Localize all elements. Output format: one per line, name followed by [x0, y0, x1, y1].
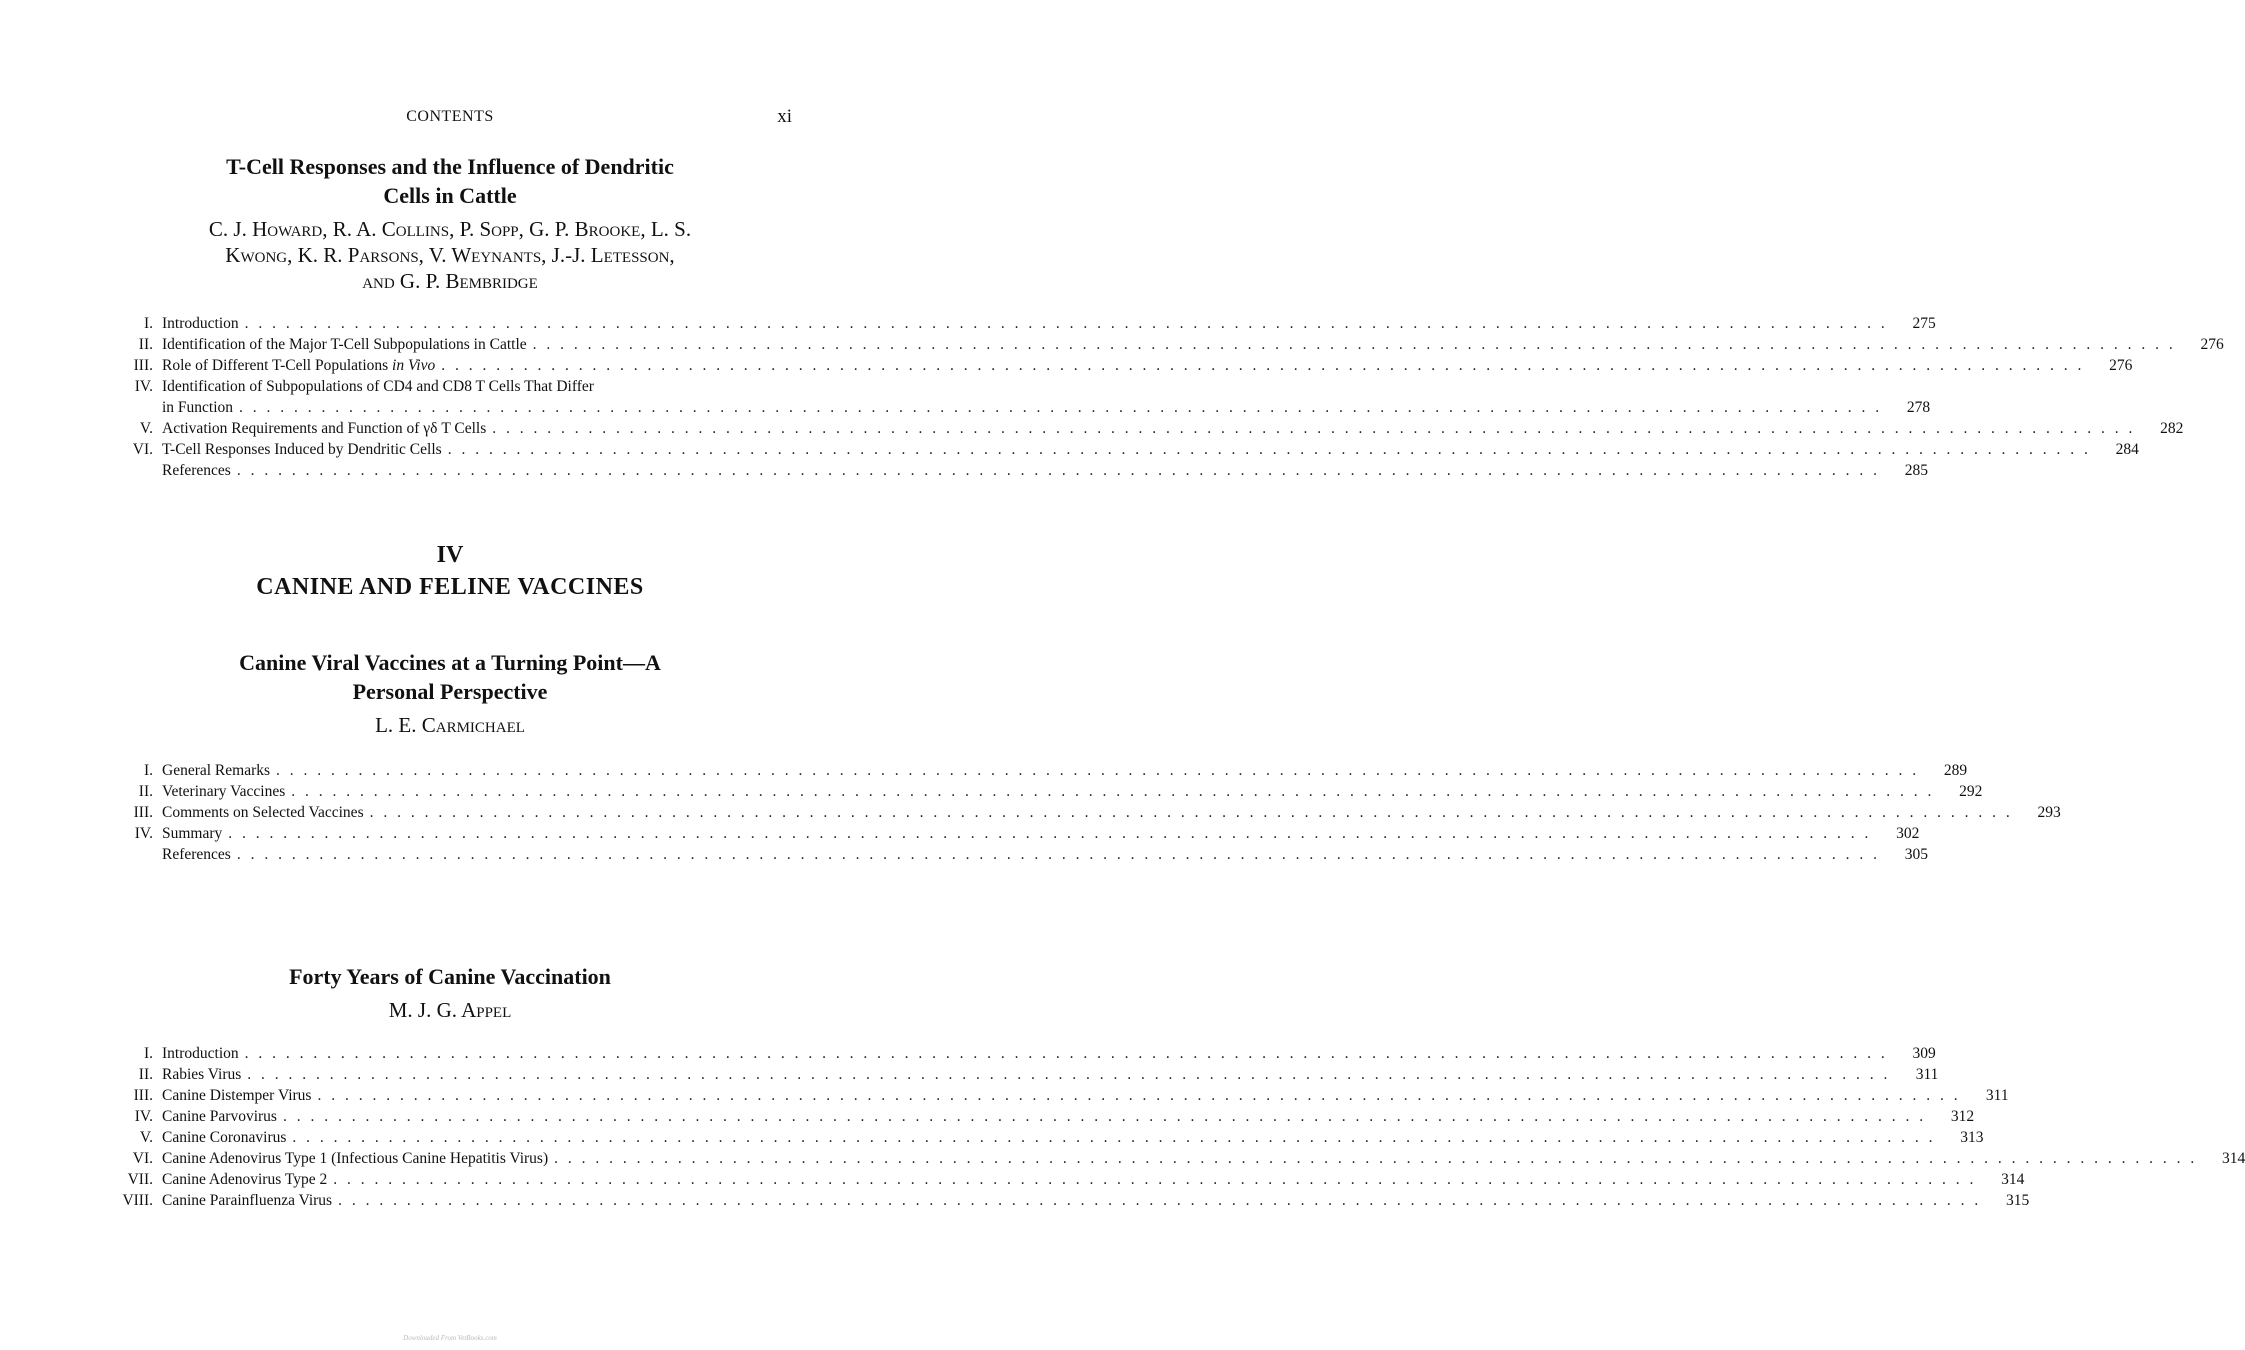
dot-leader: . . . . . . . . . . . . . . . . . . . . . . . . . . . . . . . . . . . . . . . . . . . . . . . . . . . . . . . . . . . . . . . . . . . . . . . . . . . . . . . . . . . . . . . . . . . . . . . . . . . . . . . . . . . . . . . . . . . . . . . . [447, 441, 2091, 458]
dot-leader: . . . . . . . . . . . . . . . . . . . . . . . . . . . . . . . . . . . . . . . . . . . . . . . . . . . . . . . . . . . . . . . . . . . . . . . . . . . . . . . . . . . . . . . . . . . . . . . . . . . . . . . . . . . . . . . . . . . . . . . . [333, 1171, 1977, 1188]
dot-leader: . . . . . . . . . . . . . . . . . . . . . . . . . . . . . . . . . . . . . . . . . . . . . . . . . . . . . . . . . . . . . . . . . . . . . . . . . . . . . . . . . . . . . . . . . . . . . . . . . . . . . . . . . . . . . . . . . . . . . . . . [244, 315, 1888, 332]
toc-entry-title: Canine Coronavirus [162, 1129, 287, 1146]
chapter-heading-2 [0, 648, 900, 738]
toc-entry-page: 285 [1904, 462, 1928, 479]
dot-leader: . . . . . . . . . . . . . . . . . . . . . . . . . . . . . . . . . . . . . . . . . . . . . . . . . . . . . . . . . . . . . . . . . . . . . . . . . . . . . . . . . . . . . . . . . . . . . . . . . . . . . . . . . . . . . . . . . . . . . . . . [247, 1066, 1891, 1083]
toc-entry-title: Introduction [162, 1045, 239, 1062]
toc-entry [108, 439, 2139, 460]
toc-entry [108, 418, 2184, 439]
dot-leader: . . . . . . . . . . . . . . . . . . . . . . . . . . . . . . . . . . . . . . . . . . . . . . . . . . . . . . . . . . . . . . . . . . . . . . . . . . . . . . . . . . . . . . . . . . . . . . . . . . . . . . . . . . . . . . . . . . . . . . . . [244, 1045, 1888, 1062]
toc-entry-number: VI. [132, 1150, 153, 1167]
chapter-authors: C. J. Howard, R. A. Collins, P. Sopp, G. P. Brooke, L. S. Kwong, K. R. Parsons, V. Weynants, J.-J. Letesson, and G. P. Bembridge [208, 217, 692, 293]
toc-entry-page: 276 [2200, 336, 2224, 353]
toc-entry-number: III. [133, 357, 153, 374]
dot-leader: . . . . . . . . . . . . . . . . . . . . . . . . . . . . . . . . . . . . . . . . . . . . . . . . . . . . . . . . . . . . . . . . . . . . . . . . . . . . . . . . . . . . . . . . . . . . . . . . . . . . . . . . . . . . . . . . . . . . . . . . [291, 783, 1935, 800]
toc-entry-number: VI. [132, 441, 153, 458]
toc-entry-page: 305 [1904, 846, 1928, 863]
toc-entry-number: II. [138, 1066, 153, 1083]
toc-entry [108, 334, 2224, 355]
toc-entry-page: 276 [2109, 357, 2133, 374]
toc-entry-title: Canine Adenovirus Type 1 (Infectious Canine Hepatitis Virus) [162, 1150, 549, 1167]
dot-leader: . . . . . . . . . . . . . . . . . . . . . . . . . . . . . . . . . . . . . . . . . . . . . . . . . . . . . . . . . . . . . . . . . . . . . . . . . . . . . . . . . . . . . . . . . . . . . . . . . . . . . . . . . . . . . . . . . . . . . . . . [317, 1087, 1961, 1104]
dot-leader: . . . . . . . . . . . . . . . . . . . . . . . . . . . . . . . . . . . . . . . . . . . . . . . . . . . . . . . . . . . . . . . . . . . . . . . . . . . . . . . . . . . . . . . . . . . . . . . . . . . . . . . . . . . . . . . . . . . . . . . . [236, 462, 1880, 479]
chapter-heading-3 [0, 962, 900, 1023]
toc-entry [108, 313, 1936, 334]
toc-entry-page: 289 [1943, 762, 1968, 779]
toc-entry-number: I. [143, 1045, 153, 1062]
toc-entry-title: Identification of Subpopulations of CD4 and CD8 T Cells That Differ [162, 378, 594, 395]
toc-entry-number: IV. [134, 825, 153, 842]
toc-entry [108, 844, 1928, 865]
toc-entry [108, 1085, 2009, 1106]
toc-entry-title: in Function [162, 399, 234, 416]
chapter-authors: M. J. G. Appel [388, 998, 512, 1022]
toc-entry-page: 293 [2037, 804, 2061, 821]
toc-entry-number: II. [138, 336, 153, 353]
toc-entry [108, 355, 2133, 376]
toc-entry-number: I. [143, 315, 153, 332]
toc-entry [108, 802, 2061, 823]
italic-term: in Vivo [392, 357, 436, 374]
toc-entry-number: VII. [127, 1171, 153, 1188]
toc-entry-number: IV. [134, 1108, 153, 1125]
toc-entry [108, 1127, 1984, 1148]
toc-entry-page: 282 [2160, 420, 2184, 437]
toc-entry-page: 315 [2005, 1192, 2030, 1209]
chapter-title: T-Cell Responses and the Influence of Dendritic Cells in Cattle [226, 154, 674, 208]
toc-entry-number: VIII. [122, 1192, 153, 1209]
toc-entry-page: 312 [1950, 1108, 1975, 1125]
page-number: xi [777, 106, 792, 127]
toc-entry [108, 760, 1968, 781]
toc-entry-page: 311 [1985, 1087, 2009, 1104]
toc-list-2 [108, 760, 2061, 865]
toc-entry-title: Rabies Virus [162, 1066, 242, 1083]
toc-entry-title: Activation Requirements and Function of γδ T Cells [162, 420, 487, 437]
toc-entry-page: 311 [1915, 1066, 1939, 1083]
watermark: Downloaded From VetBooks.com [403, 1334, 497, 1342]
part-heading [0, 540, 900, 604]
dot-leader: . . . . . . . . . . . . . . . . . . . . . . . . . . . . . . . . . . . . . . . . . . . . . . . . . . . . . . . . . . . . . . . . . . . . . . . . . . . . . . . . . . . . . . . . . . . . . . . . . . . . . . . . . . . . . . . . . . . . . . . . [338, 1192, 1982, 1209]
toc-entry-title: Veterinary Vaccines [162, 783, 286, 800]
dot-leader: . . . . . . . . . . . . . . . . . . . . . . . . . . . . . . . . . . . . . . . . . . . . . . . . . . . . . . . . . . . . . . . . . . . . . . . . . . . . . . . . . . . . . . . . . . . . . . . . . . . . . . . . . . . . . . . . . . . . . . . . [276, 762, 1920, 779]
toc-entry [108, 781, 1983, 802]
toc-list-1 [108, 313, 2224, 481]
toc-entry [108, 823, 1920, 844]
chapter-title: Canine Viral Vaccines at a Turning Point—A Personal Perspective [239, 650, 661, 704]
toc-entry-title: General Remarks [162, 762, 271, 779]
running-head-title: CONTENTS [406, 108, 494, 125]
toc-entry [108, 1169, 2025, 1190]
dot-leader: . . . . . . . . . . . . . . . . . . . . . . . . . . . . . . . . . . . . . . . . . . . . . . . . . . . . . . . . . . . . . . . . . . . . . . . . . . . . . . . . . . . . . . . . . . . . . . . . . . . . . . . . . . . . . . . . . . . . . . . . [554, 1150, 2198, 1167]
part-number: IV [436, 542, 464, 568]
toc-entry-page: 314 [2001, 1171, 2025, 1188]
dot-leader: . . . . . . . . . . . . . . . . . . . . . . . . . . . . . . . . . . . . . . . . . . . . . . . . . . . . . . . . . . . . . . . . . . . . . . . . . . . . . . . . . . . . . . . . . . . . . . . . . . . . . . . . . . . . . . . . . . . . . . . . [369, 804, 2013, 821]
toc-entry-title: Canine Parvovirus [162, 1108, 277, 1125]
toc-entry-page: 284 [2115, 441, 2139, 458]
toc-entry-number: IV. [134, 378, 153, 395]
chapter-authors: L. E. Carmichael [375, 713, 525, 737]
toc-entry-title: Introduction [162, 315, 239, 332]
dot-leader: . . . . . . . . . . . . . . . . . . . . . . . . . . . . . . . . . . . . . . . . . . . . . . . . . . . . . . . . . . . . . . . . . . . . . . . . . . . . . . . . . . . . . . . . . . . . . . . . . . . . . . . . . . . . . . . . . . . . . . . . [239, 399, 1883, 416]
toc-entry [108, 1190, 2030, 1211]
dot-leader: . . . . . . . . . . . . . . . . . . . . . . . . . . . . . . . . . . . . . . . . . . . . . . . . . . . . . . . . . . . . . . . . . . . . . . . . . . . . . . . . . . . . . . . . . . . . . . . . . . . . . . . . . . . . . . . . . . . . . . . . [282, 1108, 1927, 1125]
toc-entry-title: Identification of the Major T-Cell Subpopulations in Cattle [162, 336, 527, 353]
toc-entry [108, 1148, 2245, 1169]
toc-entry-continuation [108, 397, 1931, 418]
toc-entry-number: I. [143, 762, 153, 779]
toc-entry [108, 1064, 1939, 1085]
toc-entry-title: Summary [162, 825, 223, 842]
toc-entry-title: Comments on Selected Vaccines [162, 804, 364, 821]
toc-entry-title: Canine Distemper Virus [162, 1087, 312, 1104]
toc-entry-title: Canine Adenovirus Type 2 [162, 1171, 328, 1188]
toc-entry-page: 275 [1912, 315, 1936, 332]
toc-entry-title: Canine Parainfluenza Virus [162, 1192, 333, 1209]
dot-leader: . . . . . . . . . . . . . . . . . . . . . . . . . . . . . . . . . . . . . . . . . . . . . . . . . . . . . . . . . . . . . . . . . . . . . . . . . . . . . . . . . . . . . . . . . . . . . . . . . . . . . . . . . . . . . . . . . . . . . . . . [492, 420, 2136, 437]
toc-entry-number: III. [133, 804, 153, 821]
toc-entry-page: 309 [1912, 1045, 1936, 1062]
toc-entry-number: III. [133, 1087, 153, 1104]
dot-leader: . . . . . . . . . . . . . . . . . . . . . . . . . . . . . . . . . . . . . . . . . . . . . . . . . . . . . . . . . . . . . . . . . . . . . . . . . . . . . . . . . . . . . . . . . . . . . . . . . . . . . . . . . . . . . . . . . . . . . . . . [441, 357, 2085, 374]
toc-entry [108, 1043, 1936, 1064]
toc-entry [108, 376, 790, 397]
toc-entry-page: 314 [2222, 1150, 2245, 1167]
dot-leader: . . . . . . . . . . . . . . . . . . . . . . . . . . . . . . . . . . . . . . . . . . . . . . . . . . . . . . . . . . . . . . . . . . . . . . . . . . . . . . . . . . . . . . . . . . . . . . . . . . . . . . . . . . . . . . . . . . . . . . . . [292, 1129, 1936, 1146]
toc-entry [108, 1106, 1975, 1127]
toc-entry-title: T-Cell Responses Induced by Dendritic Cells [162, 441, 442, 458]
toc-list-3 [108, 1043, 2245, 1211]
toc-entry-number: V. [139, 1129, 153, 1146]
toc-entry-title: References [162, 846, 231, 863]
toc-entry-page: 292 [1959, 783, 1983, 800]
toc-entry-number: II. [138, 783, 153, 800]
toc-entry [108, 460, 1928, 481]
chapter-title: Forty Years of Canine Vaccination [289, 964, 611, 989]
toc-entry-page: 302 [1896, 825, 1920, 842]
part-title: CANINE AND FELINE VACCINES [256, 574, 644, 600]
dot-leader: . . . . . . . . . . . . . . . . . . . . . . . . . . . . . . . . . . . . . . . . . . . . . . . . . . . . . . . . . . . . . . . . . . . . . . . . . . . . . . . . . . . . . . . . . . . . . . . . . . . . . . . . . . . . . . . . . . . . . . . . [228, 825, 1872, 842]
dot-leader: . . . . . . . . . . . . . . . . . . . . . . . . . . . . . . . . . . . . . . . . . . . . . . . . . . . . . . . . . . . . . . . . . . . . . . . . . . . . . . . . . . . . . . . . . . . . . . . . . . . . . . . . . . . . . . . . . . . . . . . . [236, 846, 1880, 863]
toc-entry-title: References [162, 462, 231, 479]
chapter-heading-1 [0, 152, 900, 294]
toc-entry-page: 278 [1906, 399, 1931, 416]
toc-entry-number: V. [139, 420, 153, 437]
toc-entry-page: 313 [1960, 1129, 1984, 1146]
toc-entry-title: Role of Different T-Cell Populations in Vivo [162, 357, 436, 374]
dot-leader: . . . . . . . . . . . . . . . . . . . . . . . . . . . . . . . . . . . . . . . . . . . . . . . . . . . . . . . . . . . . . . . . . . . . . . . . . . . . . . . . . . . . . . . . . . . . . . . . . . . . . . . . . . . . . . . . . . . . . . . . [532, 336, 2176, 353]
